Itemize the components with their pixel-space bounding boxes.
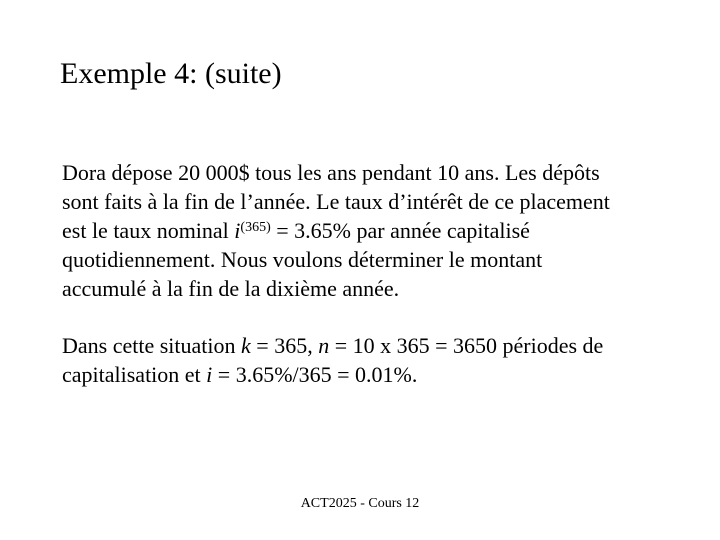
slide-footer: ACT2025 - Cours 12 — [300, 496, 420, 511]
problem-statement — [62, 158, 682, 303]
text-fragment: capitalisation et — [62, 362, 207, 387]
text-line: Dora dépose 20 000$ tous les ans pendant 10 ans. Les dépôts — [62, 160, 600, 185]
text-line: quotidiennement. Nous voulons déterminer le montant — [62, 247, 543, 272]
math-variable-k: k — [241, 333, 251, 358]
text-line: accumulé à la fin de la dixième année. — [62, 276, 400, 301]
math-variable-i: i — [234, 218, 241, 243]
text-line: sont faits à la fin de l’année. Le taux d’intérêt de ce placement — [62, 189, 610, 214]
text-line — [62, 331, 682, 360]
slide-title: Exemple 4: (suite) — [60, 57, 282, 90]
text-fragment: = 365, — [250, 333, 319, 358]
text-fragment: Dans cette situation — [62, 333, 242, 358]
text-fragment: = 10 x 365 = 3650 périodes de — [329, 333, 604, 358]
text-fragment: = 3.65%/365 = 0.01%. — [212, 362, 418, 387]
text-fragment: est le taux nominal — [62, 218, 235, 243]
text-line — [62, 360, 682, 389]
math-variable-i: i — [206, 362, 213, 387]
text-line — [62, 216, 682, 245]
situation-statement — [62, 331, 682, 389]
text-fragment: = 3.65% par année capitalisé — [270, 218, 530, 243]
math-superscript: (365) — [240, 220, 271, 235]
math-variable-n: n — [318, 333, 330, 358]
